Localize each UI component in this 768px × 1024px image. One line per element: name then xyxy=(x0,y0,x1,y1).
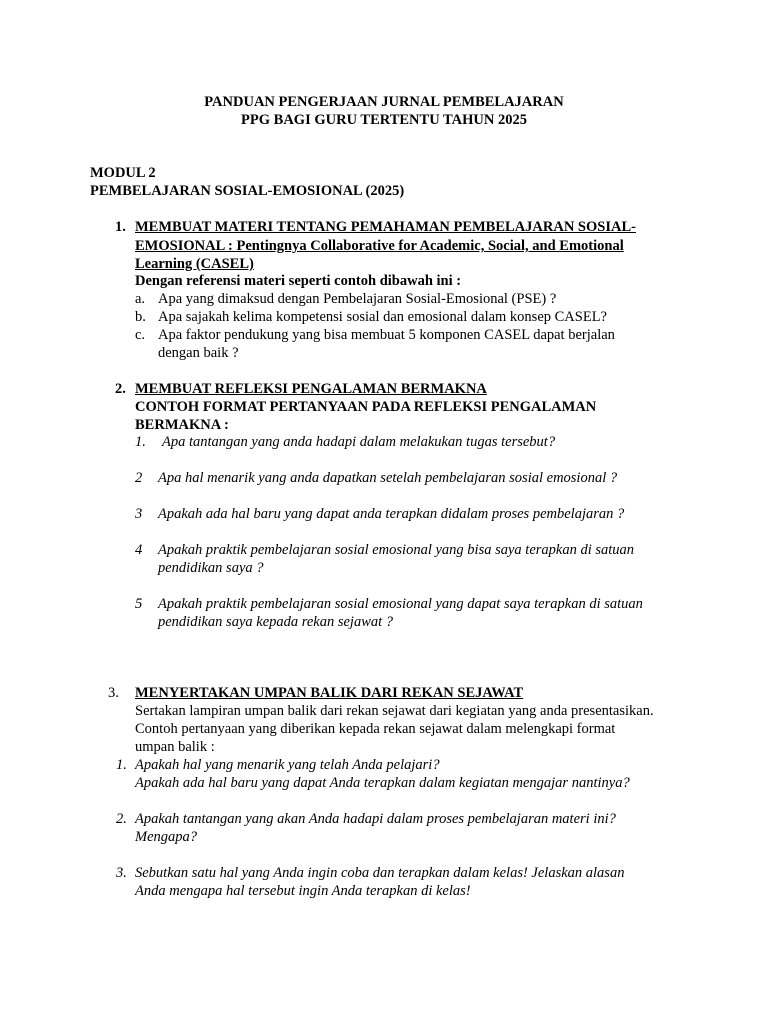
feedback-question-text-continued: Apakah ada hal baru yang dapat Anda terapkan dalam kegiatan mengajar nantinya? xyxy=(135,775,630,791)
section-1-number: 1. xyxy=(115,219,126,235)
feedback-question-marker: 2. xyxy=(116,811,127,827)
list-item-text-continued: dengan baik ? xyxy=(158,345,239,361)
list-item-text: Apa faktor pendukung yang bisa membuat 5 komponen CASEL dapat berjalan xyxy=(158,327,615,343)
question-marker: 2 xyxy=(135,470,143,486)
section-3-intro-line: Sertakan lampiran umpan balik dari rekan sejawat dari kegiatan yang anda presentasikan. xyxy=(135,703,654,719)
feedback-question-text-continued: Anda mengapa hal tersebut ingin Anda terapkan di kelas! xyxy=(135,883,471,899)
section-2-number: 2. xyxy=(115,381,126,397)
list-item-marker: a. xyxy=(135,291,146,307)
feedback-question-text: Apakah tantangan yang akan Anda hadapi dalam proses pembelajaran materi ini? xyxy=(135,811,616,827)
question-marker: 5 xyxy=(135,596,143,612)
question-text: Apakah ada hal baru yang dapat anda terapkan didalam proses pembelajaran ? xyxy=(158,506,625,522)
feedback-question-text: Sebutkan satu hal yang Anda ingin coba dan terapkan dalam kelas! Jelaskan alasan xyxy=(135,865,625,881)
document-title-line-2: PPG BAGI GURU TERTENTU TAHUN 2025 xyxy=(241,112,527,128)
module-label: MODUL 2 xyxy=(90,165,156,181)
list-item-marker: c. xyxy=(135,327,146,343)
document-title-line-1: PANDUAN PENGERJAAN JURNAL PEMBELAJARAN xyxy=(204,94,564,110)
section-1-heading-line-3: Learning (CASEL) xyxy=(135,256,254,272)
list-item-text: Apa yang dimaksud dengan Pembelajaran Sosial-Emosional (PSE) ? xyxy=(158,291,557,307)
section-2-subheading-line-1: CONTOH FORMAT PERTANYAAN PADA REFLEKSI PENGALAMAN xyxy=(135,399,597,415)
question-text: Apa tantangan yang anda hadapi dalam melakukan tugas tersebut? xyxy=(162,434,556,450)
list-item-text: Apa sajakah kelima kompetensi sosial dan emosional dalam konsep CASEL? xyxy=(158,309,607,325)
question-text-continued: pendidikan saya ? xyxy=(158,560,264,576)
section-1-heading-line-2: EMOSIONAL : Pentingnya Collaborative for Academic, Social, and Emotional xyxy=(135,238,624,254)
question-text-continued: pendidikan saya kepada rekan sejawat ? xyxy=(158,614,394,630)
section-1-heading-line-1: MEMBUAT MATERI TENTANG PEMAHAMAN PEMBELAJARAN SOSIAL- xyxy=(135,219,636,235)
section-3-intro-line: umpan balik : xyxy=(135,739,215,755)
question-marker: 4 xyxy=(135,542,143,558)
question-marker: 1. xyxy=(135,434,146,450)
section-2-subheading-line-2: BERMAKNA : xyxy=(135,417,229,433)
feedback-question-text: Apakah hal yang menarik yang telah Anda pelajari? xyxy=(135,757,440,773)
section-2-heading: MEMBUAT REFLEKSI PENGALAMAN BERMAKNA xyxy=(135,381,487,397)
feedback-question-marker: 1. xyxy=(116,757,127,773)
section-3-heading: MENYERTAKAN UMPAN BALIK DARI REKAN SEJAWAT xyxy=(135,685,524,701)
question-text: Apakah praktik pembelajaran sosial emosional yang bisa saya terapkan di satuan xyxy=(158,542,635,558)
section-3-intro-line: Contoh pertanyaan yang diberikan kepada rekan sejawat dalam melengkapi format xyxy=(135,721,616,737)
question-text: Apa hal menarik yang anda dapatkan setelah pembelajaran sosial emosional ? xyxy=(158,470,618,486)
question-marker: 3 xyxy=(135,506,143,522)
list-item-marker: b. xyxy=(135,309,146,325)
section-3-number: 3. xyxy=(108,685,119,701)
feedback-question-text-continued: Mengapa? xyxy=(135,829,198,845)
module-name: PEMBELAJARAN SOSIAL-EMOSIONAL (2025) xyxy=(90,183,405,199)
section-1-reference-note: Dengan referensi materi seperti contoh dibawah ini : xyxy=(135,273,462,289)
question-text: Apakah praktik pembelajaran sosial emosional yang dapat saya terapkan di satuan xyxy=(158,596,643,612)
feedback-question-marker: 3. xyxy=(116,865,127,881)
